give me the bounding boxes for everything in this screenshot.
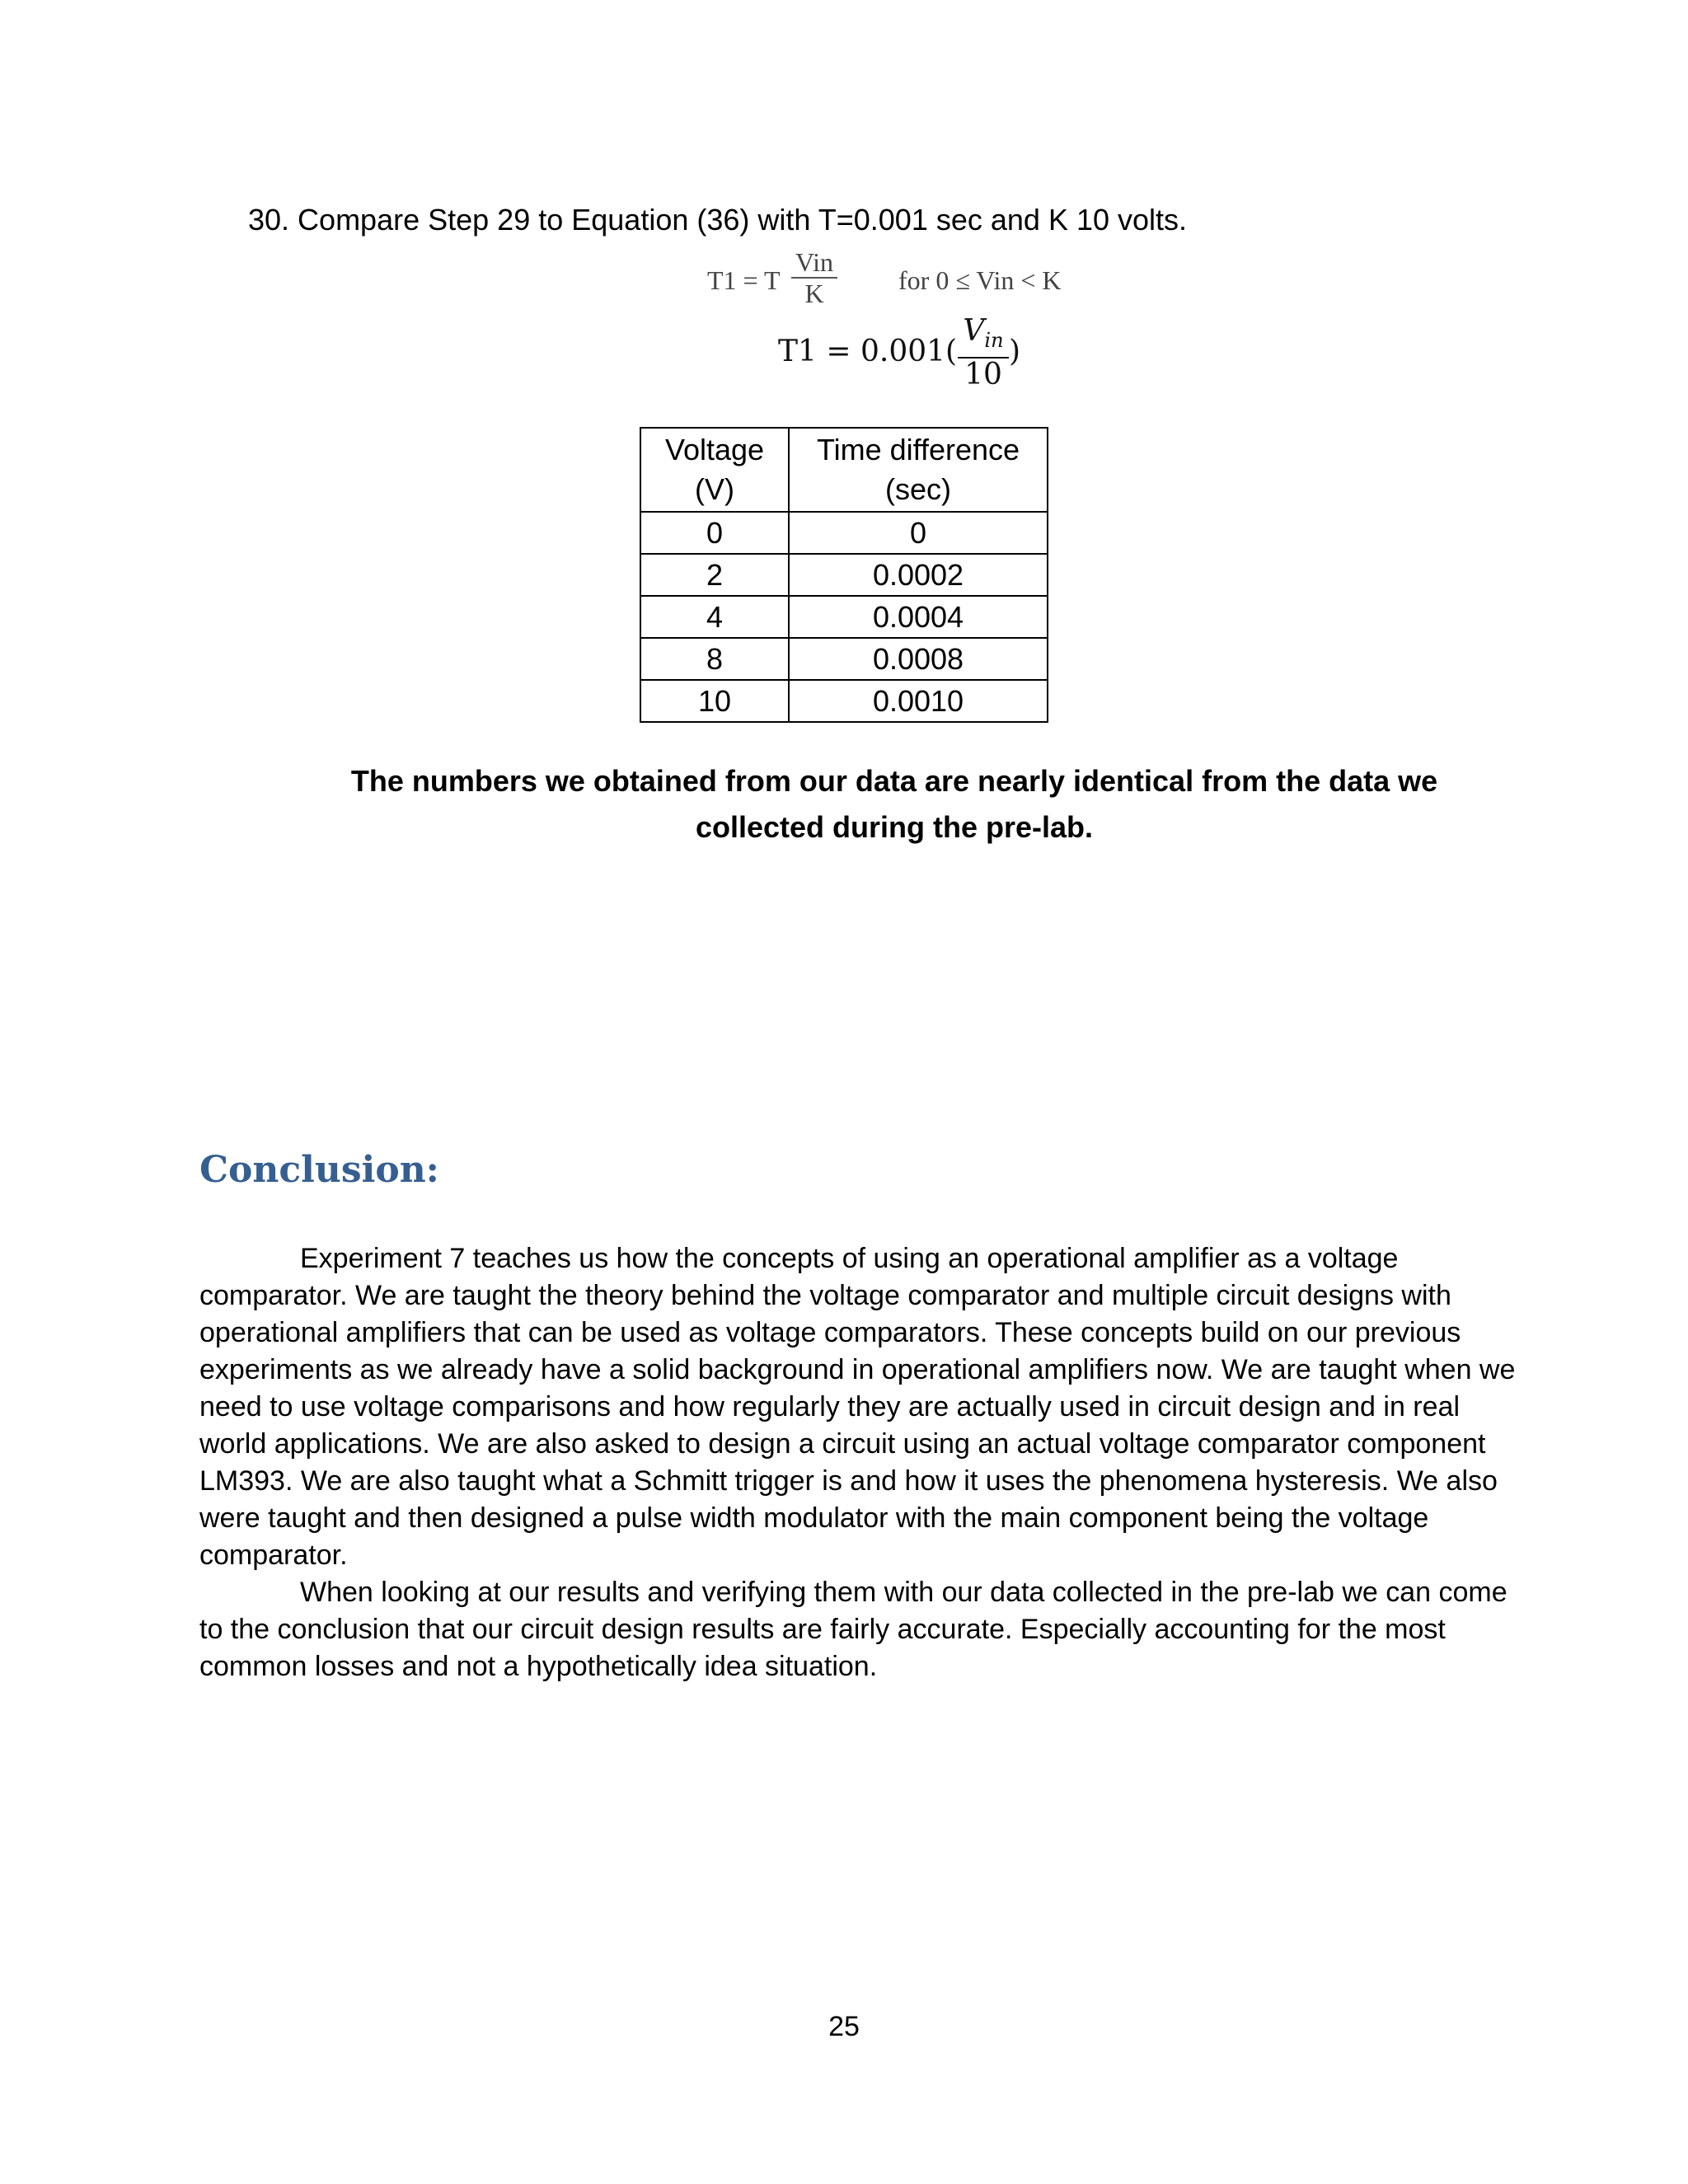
voltage-time-table	[640, 427, 1048, 723]
cell-voltage: 4	[640, 596, 789, 638]
cell-time: 0.0004	[789, 596, 1048, 638]
equation-fraction	[958, 315, 1009, 391]
comparison-note: The numbers we obtained from our data are nearly identical from the data we collected during the pre-lab.	[350, 764, 1438, 844]
header-voltage: Voltage (V)	[640, 428, 789, 512]
table-row	[640, 512, 1048, 554]
equation-36-image	[707, 247, 1086, 312]
table-row	[640, 638, 1048, 680]
cell-voltage: 8	[640, 638, 789, 680]
table-row	[640, 680, 1048, 722]
page-number: 25	[828, 2011, 860, 2042]
equation-rhs: )	[1009, 335, 1021, 368]
conclusion-paragraph: Experiment 7 teaches us how the concepts of using an operational amplifier as a voltage comparator. We are taught the theory behind the voltage comparator and multiple circuit designs with operational amplifiers that can be used as voltage comparators. These concepts build on our previous experiments as we already have a solid background in operational amplifiers now. We are taught when we need to use voltage comparisons and how regularly they are actually used in circuit design and in real world applications. We are also asked to design a circuit using an actual voltage comparator component LM393. We are also taught what a Schmitt trigger is and how it uses the phenomena hysteresis. We also were taught and then designed a pulse width modulator with the main component being the voltage comparator.	[199, 1243, 1516, 1571]
table-row	[640, 596, 1048, 638]
cell-time: 0.0010	[789, 680, 1048, 722]
computed-equation	[778, 314, 1025, 392]
formula-fraction	[790, 247, 839, 308]
formula-denominator: K	[804, 279, 824, 308]
equation-numerator	[958, 315, 1009, 357]
table-header-row	[640, 428, 1048, 512]
header-time-difference: Time difference (sec)	[789, 428, 1048, 512]
equation-numerator-sub: in	[984, 329, 1004, 353]
cell-voltage: 2	[640, 554, 789, 596]
cell-voltage: 0	[640, 512, 789, 554]
section-heading-conclusion: Conclusion:	[199, 1149, 439, 1191]
equation-lhs: T1 = 0.001(	[778, 335, 958, 368]
formula-lhs: T1 = T	[707, 265, 781, 295]
formula-numerator: Vin	[795, 247, 834, 277]
cell-time: 0	[789, 512, 1048, 554]
cell-time: 0.0002	[789, 554, 1048, 596]
conclusion-paragraph: When looking at our results and verifying them with our data collected in the pre-lab we can come to the conclusion that our circuit design results are fairly accurate. Especially accounting for the most common losses and not a hypothetically idea situation.	[199, 1577, 1507, 1682]
step-30-text: 30. Compare Step 29 to Equation (36) with T=0.001 sec and K 10 volts.	[248, 203, 1188, 237]
equation-numerator-var: V	[963, 314, 985, 348]
cell-voltage: 10	[640, 680, 789, 722]
equation-denominator: 10	[964, 358, 1002, 392]
table-row	[640, 554, 1048, 596]
formula-condition: for 0 ≤ Vin < K	[898, 265, 1062, 295]
cell-time: 0.0008	[789, 638, 1048, 680]
conclusion-body	[199, 1240, 1518, 1685]
